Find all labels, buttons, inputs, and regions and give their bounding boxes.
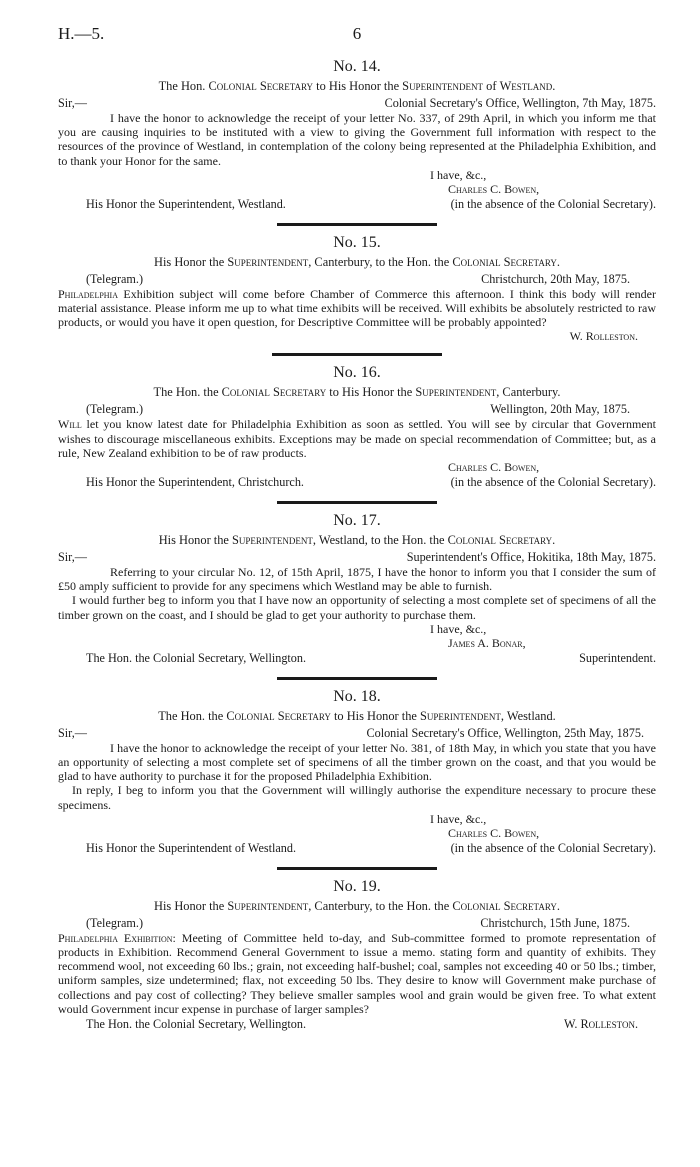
letter-number: No. 14. [333, 58, 381, 75]
letter-number: No. 15. [333, 233, 381, 251]
letter-no-18 [58, 688, 656, 870]
letter-no-14 [58, 58, 656, 226]
headline-text: to His Honor the [330, 708, 421, 723]
salutation: Sir,— [58, 96, 87, 110]
signatory-note: (in the absence of the Colonial Secretary). [450, 196, 656, 211]
headline-text: His Honor the [154, 254, 228, 269]
headline-text: , Canterbury, to the Hon. the [308, 254, 453, 269]
addressee: The Hon. the Colonial Secretary, Wellington. [86, 1017, 307, 1032]
letter-meta [58, 550, 656, 565]
letter-headline [58, 79, 656, 94]
letter-headline [58, 255, 656, 270]
headline-text: , Westland, to the Hon. the [312, 533, 448, 548]
letter-body [58, 287, 656, 330]
headline-title-smallcaps: Superintendent [402, 79, 484, 93]
addressee: His Honor the Superintendent, Westland. [86, 196, 286, 211]
signature: James A. Bonar, [448, 635, 526, 650]
body-text: : Meeting of Committee held to-day, and Sub-committee formed to promote representation of products in Exhibition. Recommend General Government to issue a memo. stating form and quantity of exhibits. They recommend wool, not exceeding 60 lbs.; grain, not exceeding half-bushel; coal, samples not exceeding 40 or 50 lbs.; timber, uniform samples, size undetermined; flax, not exceeding 50 lbs. They desire to know will Government make purchase of collections and pay cost of collecting? They believe smaller samples wool and grain would be given free. To what extent would Government incur expense in purchase of larger samples? [58, 930, 656, 1016]
section-divider [277, 677, 437, 680]
headline-text: . [556, 254, 560, 269]
headline-text: . [556, 898, 560, 913]
letter-body-second: I would further beg to inform you that I have now an opportunity of selecting a most complete set of specimens of all the timber grown on the coast, and I should be glad to get your authority to purchase them. [58, 593, 656, 622]
addressee: His Honor the Superintendent, Christchurch. [86, 475, 304, 490]
signatory-note: (in the absence of the Colonial Secretary). [450, 475, 656, 490]
signature: W. Rolleston. [564, 1017, 638, 1032]
letter-headline [58, 709, 656, 724]
headline-title-smallcaps: Colonial Secretary [447, 533, 553, 548]
letter-location-date: Superintendent's Office, Hokitika, 18th May, 1875. [406, 550, 656, 565]
signatory-note: (in the absence of the Colonial Secretary). [450, 840, 656, 855]
letter-body: Referring to your circular No. 12, of 15th April, 1875, I have the honor to inform you that I consider the sum of £50 amply sufficient to provide for any specimens which Westland may be able to furnish. [58, 565, 656, 594]
letter-meta [58, 916, 656, 931]
headline-title-smallcaps: Superintendent [415, 385, 497, 400]
letter-number: No. 16. [333, 364, 381, 382]
letter-number: No. 18. [333, 687, 381, 705]
headline-text: of [483, 79, 500, 93]
closing: I have, &c., [430, 811, 487, 826]
letter-body [58, 931, 656, 1016]
closing: I have, &c., [430, 167, 487, 182]
letter-number: No. 17. [333, 512, 381, 530]
headline-title-smallcaps: Colonial Secretary [221, 385, 327, 400]
signatory-title: Superintendent. [579, 650, 656, 665]
headline-title-smallcaps: Colonial Secretary [208, 79, 314, 93]
telegram-label: (Telegram.) [86, 402, 144, 417]
letter-body: I have the honor to acknowledge the receipt of your letter No. 337, of 29th April, in which you inform me that you are causing inquiries to be instituted with a view to giving the Government full information with respect to the resources of the province of Westland, in contemplation of the colony being represented at the Philadelphia Exhibition, and to thank your Honor for the same. [58, 111, 656, 168]
headline-title-smallcaps: Colonial Secretary [226, 708, 331, 723]
headline-title-smallcaps: Superintendent [232, 533, 313, 548]
letter-no-15 [58, 234, 656, 357]
salutation: Sir,— [58, 725, 87, 740]
letter-no-16 [58, 364, 656, 504]
section-divider [277, 501, 437, 504]
body-text: Exhibition subject will come before Chamber of Commerce this afternoon. I think this body will render material assistance. Please inform me up to what time exhibits will be received. Will exhibits be absolutely restricted to raw products, or would you have it open question, for Descriptive Committee will be probably appointed? [58, 286, 656, 330]
letter-location-date: Christchurch, 20th May, 1875. [481, 271, 630, 286]
salutation: Sir,— [58, 550, 87, 565]
headline-text: The Hon. the [158, 708, 227, 723]
letter-headline [58, 899, 656, 914]
headline-text: . [552, 533, 556, 548]
headline-text: The Hon. [158, 79, 209, 93]
headline-title-smallcaps: Superintendent [227, 898, 309, 913]
page-number: 6 [352, 24, 362, 43]
address-row [58, 651, 656, 667]
letter-headline [58, 533, 656, 548]
letter-meta [58, 402, 656, 417]
lead-word: Philadelphia [58, 286, 118, 301]
headline-text: His Honor the [154, 898, 228, 913]
headline-text: , Canterbury, to the Hon. the [308, 898, 453, 913]
headline-text: to His Honor the [326, 385, 416, 400]
letter-location-date: Colonial Secretary's Office, Wellington, 25th May, 1875. [366, 725, 644, 740]
signature: Charles C. Bowen, [448, 460, 540, 475]
closing: I have, &c., [430, 621, 487, 636]
letter-number: No. 19. [333, 877, 381, 895]
letter-body-second: In reply, I beg to inform you that the Government will willingly authorise the expenditure necessary to procure these specimens. [58, 783, 656, 812]
lead-word: Will [58, 417, 82, 432]
letter-location-date: Wellington, 20th May, 1875. [490, 402, 630, 417]
headline-title-smallcaps: Westland [499, 79, 553, 93]
signature: W. Rolleston. [569, 329, 638, 344]
addressee: His Honor the Superintendent of Westland. [86, 840, 297, 855]
lead-word: Philadelphia Exhibition [58, 930, 173, 945]
section-divider [272, 353, 442, 356]
headline-title-smallcaps: Colonial Secretary [452, 898, 557, 913]
addressee: The Hon. the Colonial Secretary, Wellington. [86, 650, 307, 665]
section-divider [277, 867, 437, 870]
headline-text: to His Honor the [313, 79, 403, 93]
address-row [58, 475, 656, 491]
letter-meta [58, 96, 656, 111]
telegram-label: (Telegram.) [86, 271, 144, 286]
telegram-label: (Telegram.) [86, 915, 144, 930]
letter-meta [58, 272, 656, 287]
letter-body [58, 417, 656, 460]
signature: Charles C. Bowen, [448, 825, 540, 840]
paper-reference: H.—5. [58, 24, 105, 43]
address-row [58, 197, 656, 213]
headline-text: , Westland. [500, 708, 556, 723]
body-text: let you know latest date for Philadelphia Exhibition as soon as settled. You will see by circular that Government wishes to discourage miscellaneous exhibits. Exceptions may be made on special recommendation of Committee; but, as a rule, New Zealand exhibition to be of raw products. [58, 417, 656, 460]
letter-location-date: Christchurch, 15th June, 1875. [480, 915, 630, 930]
letter-body: I have the honor to acknowledge the receipt of your letter No. 381, of 18th May, in which you state that you have an opportunity of selecting a most complete set of specimens of all the timber grown on the coast, and that you would be glad to have authority to purchase it for the proposed Philadelphia Exhibition. [58, 740, 656, 784]
headline-text: . [552, 79, 556, 93]
signature: Charles C. Bowen, [448, 181, 540, 196]
section-divider [277, 223, 437, 226]
address-row [58, 841, 656, 857]
address-row [58, 1017, 656, 1033]
headline-text: , Canterbury. [496, 385, 561, 400]
running-head [58, 24, 656, 50]
headline-text: His Honor the [158, 533, 233, 548]
headline-title-smallcaps: Colonial Secretary [452, 254, 557, 269]
headline-title-smallcaps: Superintendent [227, 254, 309, 269]
letter-headline [58, 385, 656, 400]
letter-meta [58, 726, 656, 741]
letter-no-19 [58, 878, 656, 1033]
headline-text: The Hon. the [153, 385, 222, 400]
letter-no-17 [58, 512, 656, 680]
headline-title-smallcaps: Superintendent [420, 708, 501, 723]
letter-location-date: Colonial Secretary's Office, Wellington, 7th May, 1875. [384, 96, 656, 110]
